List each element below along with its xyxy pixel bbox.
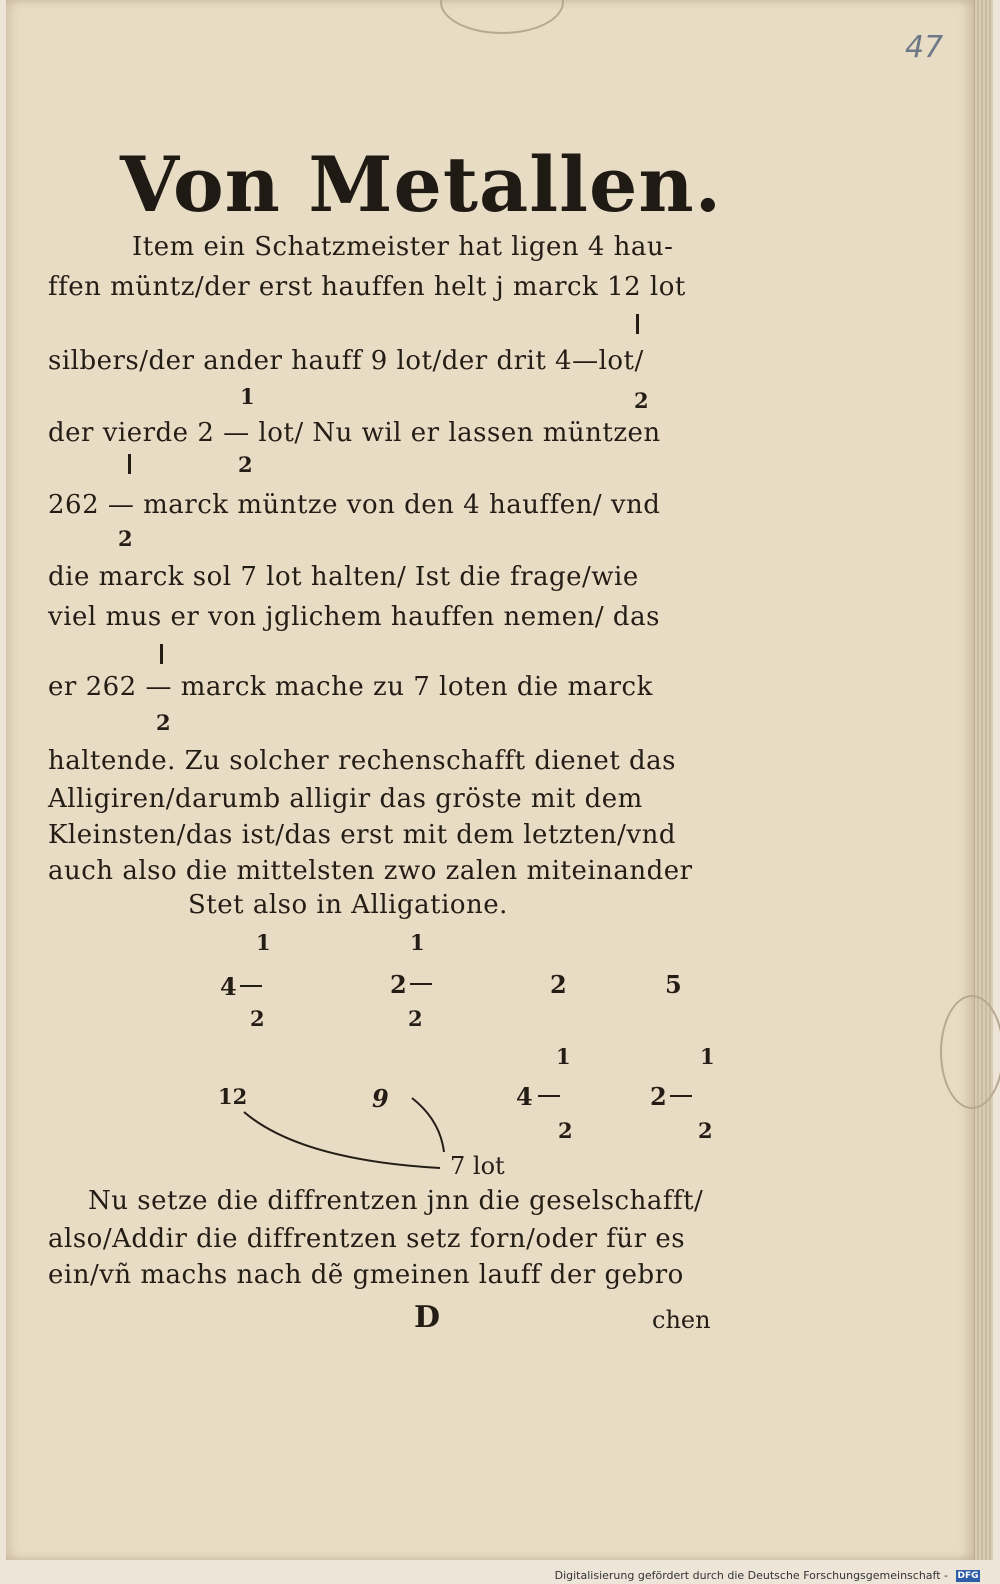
fraction-denominator: 2 [118, 526, 133, 551]
dfg-logo: DFG [957, 1571, 979, 1581]
text-line: silbers/der ander hauff 9 lot/der drit 4—lot/ [48, 346, 644, 376]
text-line: Stet also in Alligatione. [188, 890, 508, 920]
text-line: ein/vñ machs nach dẽ gmeinen lauff der gebro [48, 1260, 684, 1290]
page-title: Von Metallen. [120, 140, 723, 229]
text-line: auch also die mittelsten zwo zalen miteinander [48, 856, 693, 886]
text-line: er 262 — marck mache zu 7 loten die marck [48, 672, 653, 702]
text-line: die marck sol 7 lot halten/ Ist die frage/wie [48, 562, 639, 592]
fraction-denominator: 2 [634, 388, 649, 413]
text-line: der vierde 2 — lot/ Nu wil er lassen müntzen [48, 418, 661, 448]
text-line: Alligiren/darumb alligir das gröste mit dem [48, 784, 643, 814]
alligation-numerator: 1 [410, 930, 425, 955]
alligation-value: 2 [390, 970, 407, 999]
alligation-numerator: 1 [556, 1044, 571, 1069]
text-line: 262 — marck müntze von den 4 hauffen/ vnd [48, 490, 661, 520]
alligation-value: 4 [516, 1082, 533, 1111]
text-line: haltende. Zu solcher rechenschafft dienet das [48, 746, 677, 776]
alligation-value: 5 [665, 970, 682, 999]
alligation-numerator: 1 [256, 930, 271, 955]
alligation-value: 2 [550, 970, 567, 999]
fraction-numerator: 1 [240, 384, 255, 409]
text-line: viel mus er von jglichem hauffen nemen/ das [48, 602, 660, 632]
text-line: ffen müntz/der erst hauffen helt j marck 12 lot [48, 272, 686, 302]
text-line: Item ein Schatzmeister hat ligen 4 hau- [132, 232, 674, 262]
alligation-denominator: 2 [250, 1006, 265, 1031]
alligation-denominator: 2 [558, 1118, 573, 1143]
folio-number: 47 [905, 30, 944, 65]
alligation-value: 9 [372, 1084, 389, 1113]
alligation-result: 7 lot [450, 1152, 505, 1180]
alligation-value: 2 [650, 1082, 667, 1111]
alligation-value: 12 [218, 1084, 248, 1109]
alligation-denominator: 2 [698, 1118, 713, 1143]
fraction-denominator: 2 [156, 710, 171, 735]
text-line: also/Addir die diffrentzen setz forn/oder für es [48, 1224, 686, 1254]
catchword: chen [652, 1306, 711, 1334]
alligation-numerator: 1 [700, 1044, 715, 1069]
alligation-denominator: 2 [408, 1006, 423, 1031]
signature-mark: D [414, 1300, 441, 1335]
text-line: Kleinsten/das ist/das erst mit dem letzten/vnd [48, 820, 677, 850]
alligation-value: 4 [220, 972, 237, 1001]
text-line: Nu setze die diffrentzen jnn die geselschafft/ [88, 1186, 704, 1216]
fraction-denominator: 2 [238, 452, 253, 477]
digitization-credit: Digitalisierung gefördert durch die Deutsche Forschungsgemeinschaft - [554, 1569, 948, 1582]
